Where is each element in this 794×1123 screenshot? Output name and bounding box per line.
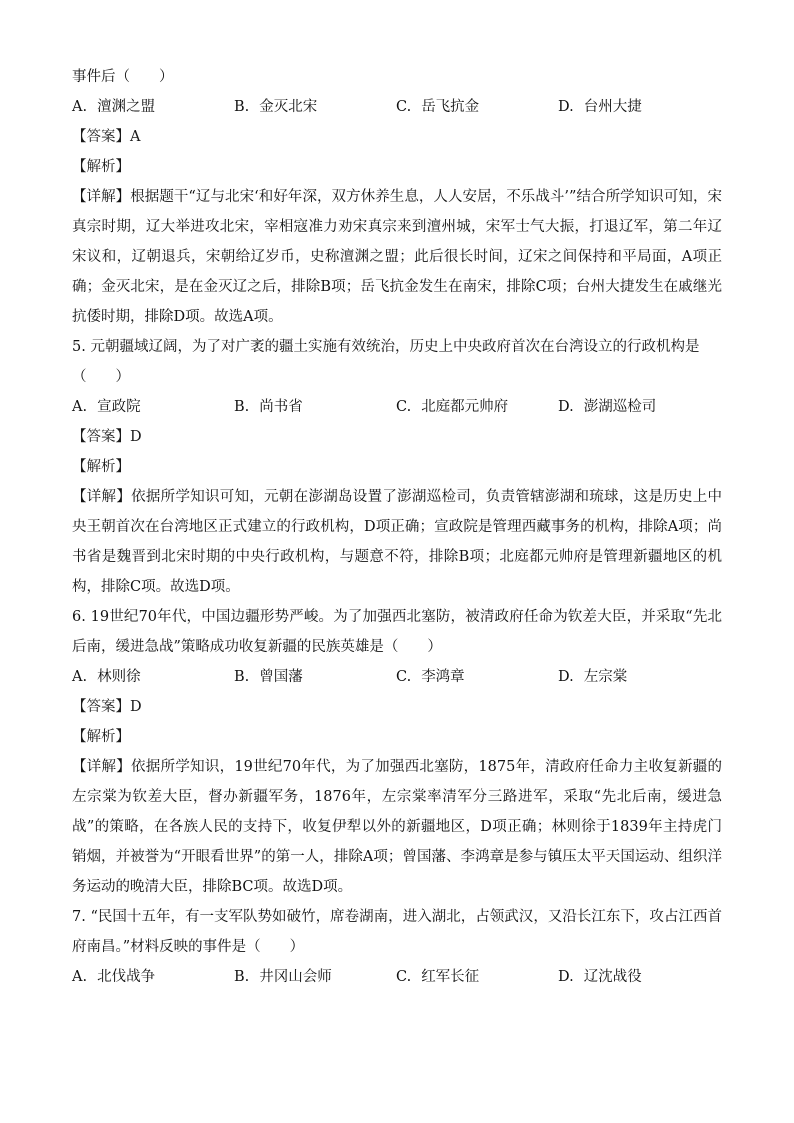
option-letter: C. — [396, 969, 412, 985]
q7-options — [72, 962, 722, 992]
q6-analysis-label: 【解析】 — [72, 729, 130, 745]
q4-answer: 【答案】A — [72, 129, 141, 145]
q6-answer: 【答案】D — [72, 699, 142, 715]
option-letter: C. — [396, 399, 412, 415]
option-text: 澎湖巡检司 — [583, 399, 657, 415]
q5-option-d — [558, 392, 720, 422]
option-text: 宣政院 — [97, 399, 141, 415]
option-letter: B. — [234, 399, 250, 415]
option-text: 尚书省 — [259, 399, 303, 415]
option-letter: A. — [72, 99, 88, 115]
option-letter: A. — [72, 969, 88, 985]
q4-option-a — [72, 92, 234, 122]
option-text: 岳飞抗金 — [421, 99, 480, 115]
option-text: 林则徐 — [97, 669, 141, 685]
q5-options — [72, 392, 722, 422]
q6-option-a — [72, 662, 234, 692]
option-text: 井冈山会师 — [259, 969, 332, 985]
q4-stem-tail: 事件后（ ） — [72, 69, 174, 85]
q5-detail: 【详解】依据所学知识可知，元朝在澎湖岛设置了澎湖巡检司，负责管辖澎湖和琉球，这是历史上中央王朝首次在台湾地区正式建立的行政机构，D项正确；宣政院是管理西藏事务的机构，排除A项；尚书省是魏晋到北宋时期的中央行政机构，与题意不符，排除B项；北庭都元帅府是管理新疆地区的机构，排除C项。故选D项。 — [72, 489, 722, 595]
q7-option-d — [558, 962, 720, 992]
option-letter: D. — [558, 669, 574, 685]
option-text: 左宗棠 — [583, 669, 628, 685]
q5-option-b — [234, 392, 396, 422]
q7-option-b — [234, 962, 396, 992]
option-letter: B. — [234, 969, 250, 985]
option-letter: C. — [396, 669, 412, 685]
q4-option-c — [396, 92, 558, 122]
q4-option-b — [234, 92, 396, 122]
q5-stem-line2: （ ） — [72, 369, 130, 385]
option-letter: D. — [558, 99, 574, 115]
option-text: 李鸿章 — [421, 669, 465, 685]
option-text: 金灭北宋 — [259, 99, 318, 115]
q6-stem: 6. 19世纪70年代，中国边疆形势严峻。为了加强西北塞防，被清政府任命为钦差大臣，并采取“先北后南，缓进急战”策略成功收复新疆的民族英雄是（ ） — [72, 609, 722, 655]
option-letter: D. — [558, 399, 574, 415]
option-text: 台州大捷 — [583, 99, 642, 115]
q7-stem: 7. “民国十五年，有一支军队势如破竹，席卷湖南，进入湖北，占领武汉，又沿长江东下，攻占江西首府南昌。”材料反映的事件是（ ） — [72, 909, 722, 955]
document-page — [72, 62, 722, 992]
option-letter: A. — [72, 399, 88, 415]
option-text: 红军长征 — [421, 969, 480, 985]
q5-stem-line1: 5. 元朝疆域辽阔，为了对广袤的疆土实施有效统治，历史上中央政府首次在台湾设立的行政机构是 — [72, 339, 700, 355]
q4-options — [72, 92, 722, 122]
q7-option-c — [396, 962, 558, 992]
option-text: 北伐战争 — [97, 969, 156, 985]
q6-options — [72, 662, 722, 692]
q5-option-c — [396, 392, 558, 422]
option-letter: A. — [72, 669, 88, 685]
option-text: 辽沈战役 — [583, 969, 642, 985]
q5-option-a — [72, 392, 234, 422]
q4-detail: 【详解】根据题干“辽与北宋‘和好年深，双方休养生息，人人安居，不乐战斗’”结合所学知识可知，宋真宗时期，辽大举进攻北宋，宰相寇准力劝宋真宗来到澶州城，宋军士气大振，打退辽军，第二年辽宋议和，辽朝退兵，宋朝给辽岁币，史称澶渊之盟；此后很长时间，辽宋之间保持和平局面，A项正确；金灭北宋，是在金灭辽之后，排除B项；岳飞抗金发生在南宋，排除C项；台州大捷发生在戚继光抗倭时期，排除D项。故选A项。 — [72, 189, 722, 325]
option-letter: D. — [558, 969, 574, 985]
q6-option-b — [234, 662, 396, 692]
option-text: 北庭都元帅府 — [421, 399, 509, 415]
option-text: 澶渊之盟 — [97, 99, 156, 115]
q5-analysis-label: 【解析】 — [72, 459, 130, 475]
q5-answer: 【答案】D — [72, 429, 142, 445]
q6-option-d — [558, 662, 720, 692]
q6-option-c — [396, 662, 558, 692]
q7-option-a — [72, 962, 234, 992]
q6-detail: 【详解】依据所学知识，19世纪70年代，为了加强西北塞防，1875年，清政府任命力主收复新疆的左宗棠为钦差大臣，督办新疆军务，1876年，左宗棠率清军分三路进军，采取“先北后南，缓进急战”的策略，在各族人民的支持下，收复伊犁以外的新疆地区，D项正确；林则徐于1839年主持虎门销烟，并被誉为“开眼看世界”的第一人，排除A项；曾国藩、李鸿章是参与镇压太平天国运动、组织洋务运动的晚清大臣，排除BC项。故选D项。 — [72, 759, 722, 895]
q4-option-d — [558, 92, 720, 122]
q4-analysis-label: 【解析】 — [72, 159, 130, 175]
option-letter: B. — [234, 99, 250, 115]
option-letter: C. — [396, 99, 412, 115]
option-text: 曾国藩 — [259, 669, 303, 685]
option-letter: B. — [234, 669, 250, 685]
